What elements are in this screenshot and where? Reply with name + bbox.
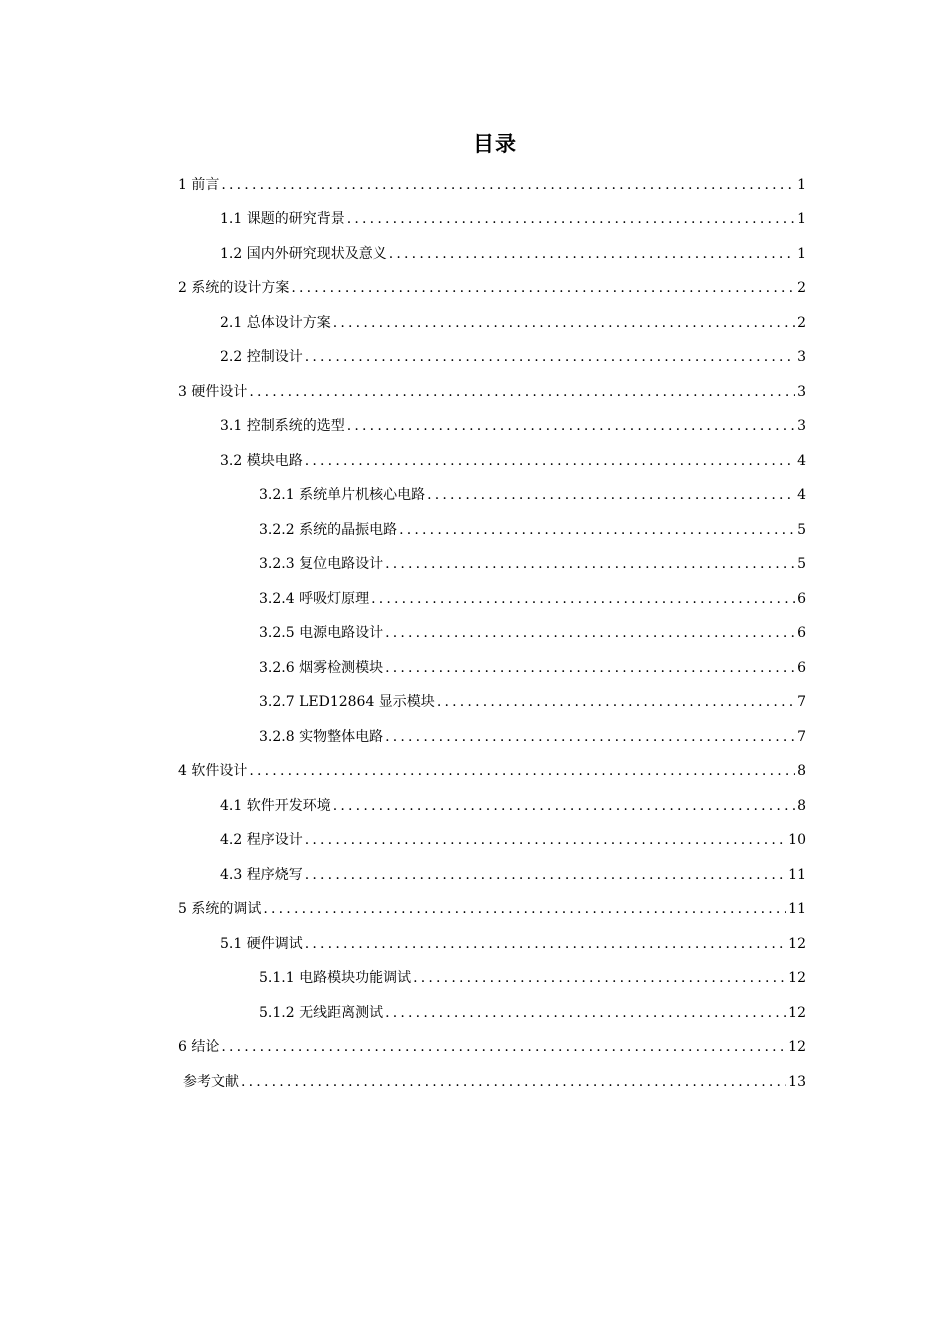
toc-entry[interactable]	[220, 793, 806, 815]
toc-leader-dots	[291, 279, 795, 297]
toc-page-number: 11	[788, 901, 806, 917]
toc-entry[interactable]	[220, 931, 806, 953]
toc-page-number: 1	[797, 246, 806, 262]
toc-entry-label: 1 前言	[178, 177, 220, 193]
toc-entry[interactable]	[178, 172, 806, 194]
toc-entry-label: 参考文献	[183, 1074, 239, 1090]
toc-page-number: 4	[797, 453, 806, 469]
toc-entry[interactable]	[259, 482, 806, 504]
toc-entry-label: 3.1 控制系统的选型	[220, 418, 345, 434]
toc-entry-label: 1.1 课题的研究背景	[220, 211, 345, 227]
toc-entry-label: 2.1 总体设计方案	[220, 315, 331, 331]
toc-page-number: 1	[797, 211, 806, 227]
toc-entry-label: 4.2 程序设计	[220, 832, 303, 848]
toc-leader-dots	[385, 555, 795, 573]
toc-leader-dots	[249, 762, 795, 780]
toc-leader-dots	[427, 486, 795, 504]
toc-leader-dots	[305, 831, 786, 849]
toc-leader-dots	[389, 245, 795, 263]
toc-entry[interactable]	[259, 724, 806, 746]
toc-entry[interactable]	[220, 413, 806, 435]
toc-page-number: 10	[788, 832, 806, 848]
toc-entry-label: 2 系统的设计方案	[178, 280, 290, 296]
toc-entry[interactable]	[259, 620, 806, 642]
toc-page-number: 6	[797, 660, 806, 676]
toc-leader-dots	[333, 797, 795, 815]
toc-page-number: 5	[797, 522, 806, 538]
toc-leader-dots	[221, 176, 795, 194]
toc-entry-label: 3.2.1 系统单片机核心电路	[259, 487, 426, 503]
toc-entry-label: 3.2.7 LED12864 显示模块	[259, 694, 435, 710]
toc-entry[interactable]	[178, 275, 806, 297]
toc-page-number: 3	[797, 349, 806, 365]
toc-entry[interactable]	[259, 1000, 806, 1022]
toc-entry[interactable]	[178, 896, 806, 918]
toc-entry[interactable]	[183, 1069, 806, 1091]
toc-entry[interactable]	[220, 827, 806, 849]
page-title: 目录	[473, 132, 517, 156]
toc-entry-label: 5 系统的调试	[178, 901, 262, 917]
toc-page-number: 7	[797, 694, 806, 710]
toc-leader-dots	[333, 314, 795, 332]
toc-entry-label: 3.2.6 烟雾检测模块	[259, 660, 384, 676]
toc-entry-label: 5.1.2 无线距离测试	[259, 1005, 384, 1021]
toc-leader-dots	[249, 383, 795, 401]
toc-entry[interactable]	[220, 241, 806, 263]
toc-page-number: 12	[788, 936, 806, 952]
toc-page-number: 2	[797, 315, 806, 331]
toc-page-number: 12	[788, 970, 806, 986]
toc-entry-label: 5.1.1 电路模块功能调试	[259, 970, 412, 986]
toc-entry-label: 3.2.5 电源电路设计	[259, 625, 384, 641]
toc-page-number: 2	[797, 280, 806, 296]
toc-leader-dots	[241, 1073, 786, 1091]
toc-page-number: 3	[797, 418, 806, 434]
toc-page-number: 3	[797, 384, 806, 400]
toc-page-number: 8	[797, 798, 806, 814]
toc-page-number: 6	[797, 591, 806, 607]
toc-entry-label: 3.2.2 系统的晶振电路	[259, 522, 398, 538]
toc-entry-label: 5.1 硬件调试	[220, 936, 303, 952]
toc-entry[interactable]	[220, 344, 806, 366]
toc-leader-dots	[305, 935, 786, 953]
toc-page-number: 12	[788, 1039, 806, 1055]
toc-entry-label: 3 硬件设计	[178, 384, 248, 400]
toc-leader-dots	[385, 1004, 786, 1022]
toc-leader-dots	[347, 417, 795, 435]
toc-entry-label: 4.1 软件开发环境	[220, 798, 331, 814]
toc-entry[interactable]	[259, 655, 806, 677]
toc-leader-dots	[385, 728, 795, 746]
toc-page-number: 12	[788, 1005, 806, 1021]
toc-leader-dots	[437, 693, 795, 711]
toc-entry[interactable]	[178, 758, 806, 780]
toc-page-number: 1	[797, 177, 806, 193]
toc-entry-label: 3.2 模块电路	[220, 453, 303, 469]
toc-leader-dots	[413, 969, 786, 987]
toc-page-number: 13	[788, 1074, 806, 1090]
toc-leader-dots	[305, 866, 786, 884]
toc-entry-label: 4.3 程序烧写	[220, 867, 303, 883]
toc-page-number: 6	[797, 625, 806, 641]
toc-entry-label: 3.2.8 实物整体电路	[259, 729, 384, 745]
toc-entry[interactable]	[259, 965, 806, 987]
toc-leader-dots	[305, 348, 795, 366]
toc-entry[interactable]	[220, 448, 806, 470]
toc-entry-label: 4 软件设计	[178, 763, 248, 779]
toc-leader-dots	[399, 521, 795, 539]
toc-entry-label: 3.2.3 复位电路设计	[259, 556, 384, 572]
toc-entry-label: 3.2.4 呼吸灯原理	[259, 591, 370, 607]
toc-entry-label: 2.2 控制设计	[220, 349, 303, 365]
toc-entry[interactable]	[259, 586, 806, 608]
toc-leader-dots	[263, 900, 786, 918]
toc-page-number: 11	[788, 867, 806, 883]
toc-entry[interactable]	[220, 310, 806, 332]
toc-page-number: 5	[797, 556, 806, 572]
toc-entry[interactable]	[178, 379, 806, 401]
toc-entry-label: 1.2 国内外研究现状及意义	[220, 246, 387, 262]
toc-entry[interactable]	[178, 1034, 806, 1056]
toc-leader-dots	[305, 452, 795, 470]
toc-entry-label: 6 结论	[178, 1039, 220, 1055]
toc-leader-dots	[347, 210, 795, 228]
toc-entry[interactable]	[220, 206, 806, 228]
toc-leader-dots	[385, 624, 795, 642]
toc-entry[interactable]	[220, 862, 806, 884]
toc-entry[interactable]	[259, 689, 806, 711]
toc-leader-dots	[221, 1038, 786, 1056]
toc-leader-dots	[371, 590, 795, 608]
toc-entry[interactable]	[259, 517, 806, 539]
toc-leader-dots	[385, 659, 795, 677]
toc-page-number: 7	[797, 729, 806, 745]
toc-page-number: 8	[797, 763, 806, 779]
toc-page-number: 4	[797, 487, 806, 503]
toc-entry[interactable]	[259, 551, 806, 573]
